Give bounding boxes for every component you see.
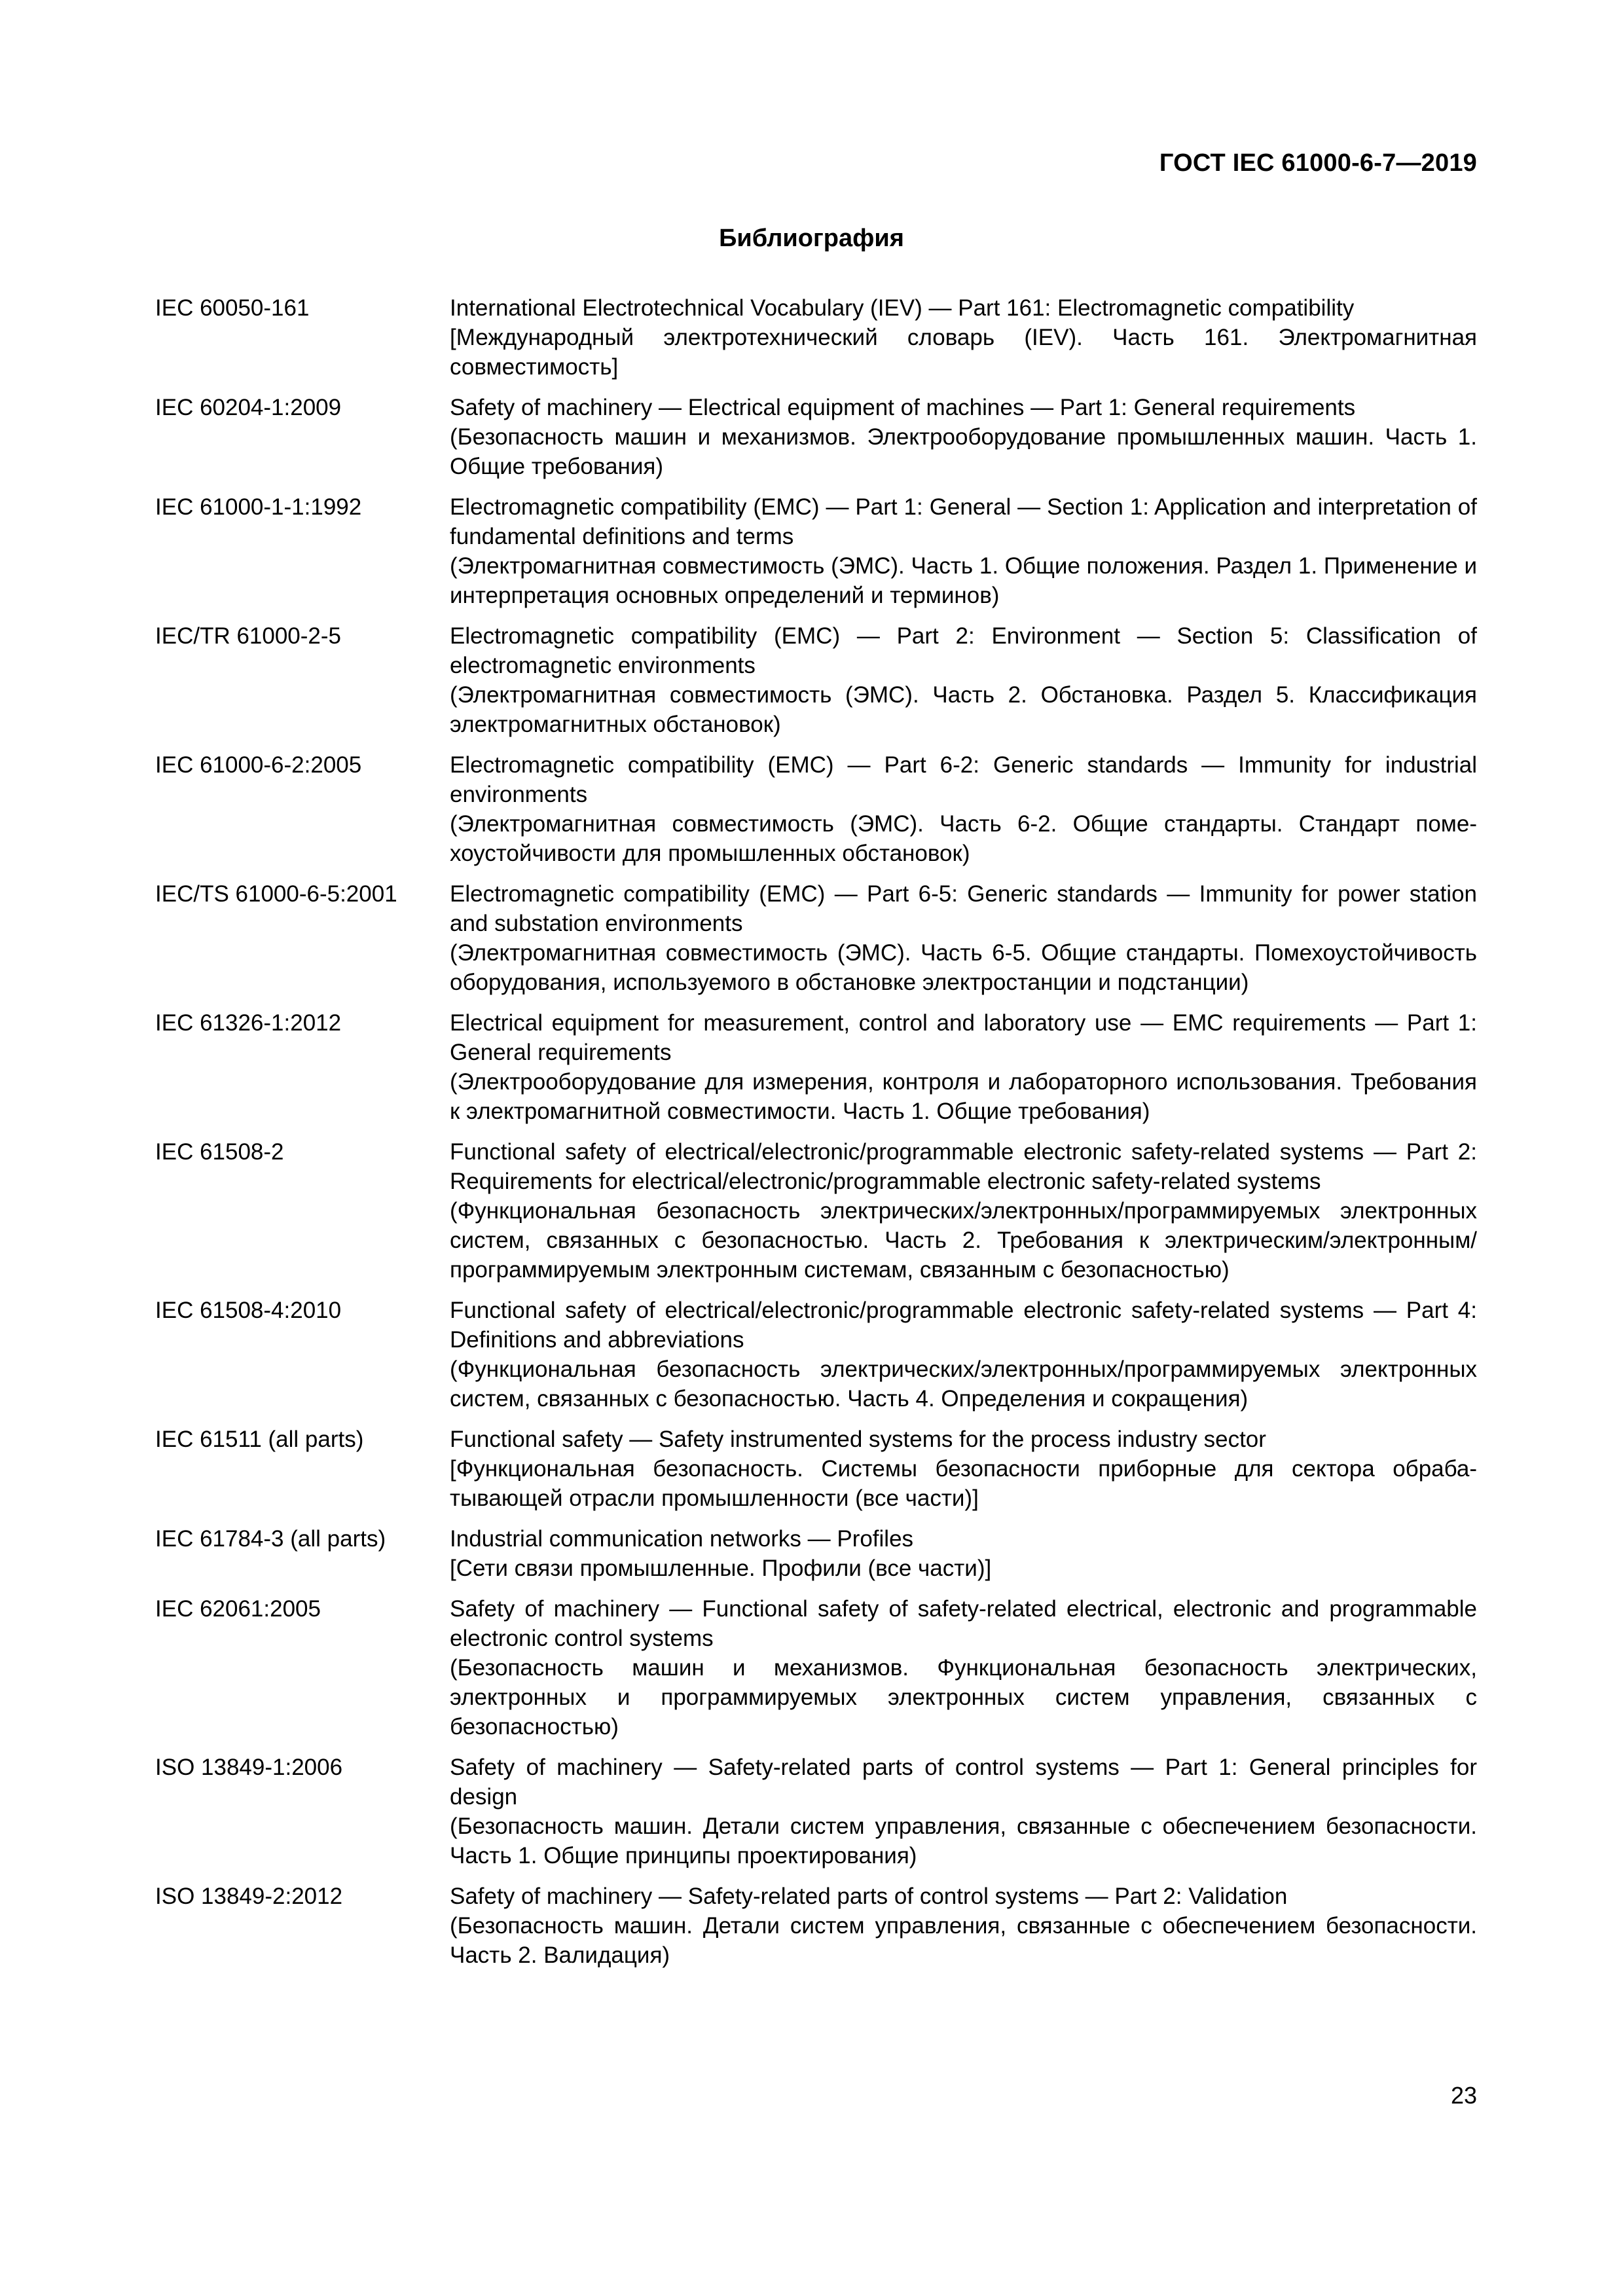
entry-title-en: Functional safety of electrical/electronic/programmable electronic safety-related systems — Part 4: Definitions and abbreviations [450,1298,1477,1353]
entry-code: ISO 13849-2:2012 [155,1884,343,1909]
entry-code: IEC 60204-1:2009 [155,395,342,420]
entry-body [450,1594,1477,1741]
page-number: 23 [1450,2082,1477,2109]
entry-title-ru: [Сети связи промышленные. Профили (все части)] [450,1556,992,1581]
bibliography-entry [155,879,1477,997]
entry-title-en: International Electrotechnical Vocabulary (IEV) — Part 161: Electromagnetic compatibility [450,295,1355,321]
entry-title-en: Safety of machinery — Electrical equipment of machines — Part 1: General requirements [450,395,1356,420]
bibliography-entry [155,1524,1477,1583]
document-standard-code: ГОСТ IEC 61000-6-7—2019 [1159,149,1477,177]
entry-code: IEC 60050-161 [155,295,310,321]
entry-body [450,1753,1477,1870]
entry-title-en: Industrial communication networks — Profiles [450,1526,914,1552]
entry-body [450,1137,1477,1285]
bibliography-entry [155,621,1477,739]
entry-title-ru: (Безопасность машин и механизмов. Функциональная безопасность электрических, электронных и программируемых электронных систем управления, связанных с безопасностью) [450,1655,1477,1740]
bibliography-entry [155,492,1477,610]
entry-title-en: Safety of machinery — Functional safety of safety-related electrical, electronic and programmable electronic control systems [450,1596,1477,1651]
entry-body [450,750,1477,868]
entry-title-ru: (Безопасность машин. Детали систем управления, связанные с обеспечением безопасности. Часть 2. Валидация) [450,1913,1477,1968]
entry-title-ru: [Международный электротехнический словарь (IEV). Часть 161. Электромагнитная совместимость] [450,325,1477,380]
bibliography-entry [155,1137,1477,1285]
entry-code: IEC 61000-6-2:2005 [155,752,362,778]
entry-title-ru: (Электрооборудование для измерения, контроля и лабораторного использования. Требования к электромагнитной совместимости. Часть 1. Общие требования) [450,1069,1477,1124]
entry-title-ru: (Электромагнитная совместимость (ЭМС). Часть 1. Общие положения. Раздел 1. Применение и интерпретация основных определений и терминов) [450,553,1477,608]
entry-title-ru: (Безопасность машин и механизмов. Электрооборудование промышленных машин. Часть 1. Общие требования) [450,424,1477,479]
entry-code: IEC 61508-4:2010 [155,1298,342,1323]
entry-title-ru: (Электромагнитная совместимость (ЭМС). Часть 6-5. Общие стандарты. Помехоустойчивость оборудования, используемого в обстановке электростанции и подстанции) [450,940,1477,995]
entry-title-en: Functional safety — Safety instrumented systems for the process industry sector [450,1427,1266,1452]
bibliography-entry [155,393,1477,481]
entry-title-en: Electromagnetic compatibility (EMC) — Part 6-2: Generic standards — Immunity for industrial environments [450,752,1477,807]
page-title: Библиография [719,225,904,252]
entry-title-ru: (Безопасность машин. Детали систем управления, связанные с обеспечением безопасности. Часть 1. Общие принципы проектирования) [450,1813,1477,1868]
entry-code: IEC 61326-1:2012 [155,1010,342,1036]
entry-title-ru: [Функциональная безопасность. Системы безопасности приборные для сектора обрабатывающей отрасли промышленности (все части)] [450,1456,1477,1511]
bibliography-entry [155,750,1477,868]
entry-title-ru: (Электромагнитная совместимость (ЭМС). Часть 2. Обстановка. Раздел 5. Классификация электромагнитных обстановок) [450,682,1477,737]
bibliography-entry [155,293,1477,382]
entry-title-en: Safety of machinery — Safety-related parts of control systems — Part 1: General principles for design [450,1755,1477,1810]
entry-title-ru: (Функциональная безопасность электрических/электронных/программируемых электронных систем, связанных с безопасностью. Часть 2. Требования к электрическим/электронным/программируемым электронным системам, связанным с безопасностью) [450,1198,1477,1283]
bibliography-entry [155,1425,1477,1513]
entry-title-en: Electrical equipment for measurement, control and laboratory use — EMC requirements — Part 1: General requirements [450,1010,1477,1065]
entry-body [450,879,1477,997]
bibliography-entry [155,1296,1477,1413]
bibliography-entry [155,1753,1477,1870]
entry-title-en: Functional safety of electrical/electronic/programmable electronic safety-related systems — Part 2: Requirements for electrical/electronic/programmable electronic safety-related systems [450,1139,1477,1194]
entry-body [450,393,1477,481]
entry-body [450,1296,1477,1413]
entry-code: IEC 61508-2 [155,1139,284,1165]
entry-code: IEC/TS 61000-6-5:2001 [155,881,397,907]
entry-code: ISO 13849-1:2006 [155,1755,343,1780]
entry-body [450,492,1477,610]
bibliography-list [155,293,1477,1981]
entry-title-ru: (Функциональная безопасность электрических/электронных/программируемых электронных систем, связанных с безопасностью. Часть 4. Определения и сокращения) [450,1357,1477,1412]
entry-body [450,1425,1477,1513]
entry-body [450,1882,1477,1970]
bibliography-entry [155,1008,1477,1126]
entry-title-en: Electromagnetic compatibility (EMC) — Part 2: Environment — Section 5: Classification of electromagnetic environments [450,623,1477,678]
entry-title-en: Electromagnetic compatibility (EMC) — Part 1: General — Section 1: Application and interpretation of fundamental definitions and terms [450,494,1477,549]
entry-body [450,293,1477,382]
entry-title-en: Safety of machinery — Safety-related parts of control systems — Part 2: Validation [450,1884,1288,1909]
entry-code: IEC 62061:2005 [155,1596,321,1622]
bibliography-entry [155,1594,1477,1741]
entry-body [450,1008,1477,1126]
entry-body [450,621,1477,739]
entry-code: IEC 61000-1-1:1992 [155,494,362,520]
entry-body [450,1524,1477,1583]
entry-title-ru: (Электромагнитная совместимость (ЭМС). Часть 6-2. Общие стандарты. Стандарт помехоустойчивости для промышленных обстановок) [450,811,1477,866]
entry-title-en: Electromagnetic compatibility (EMC) — Part 6-5: Generic standards — Immunity for power station and substation environments [450,881,1477,936]
entry-code: IEC 61784-3 (all parts) [155,1526,386,1552]
bibliography-entry [155,1882,1477,1970]
entry-code: IEC/TR 61000-2-5 [155,623,342,649]
entry-code: IEC 61511 (all parts) [155,1427,364,1452]
